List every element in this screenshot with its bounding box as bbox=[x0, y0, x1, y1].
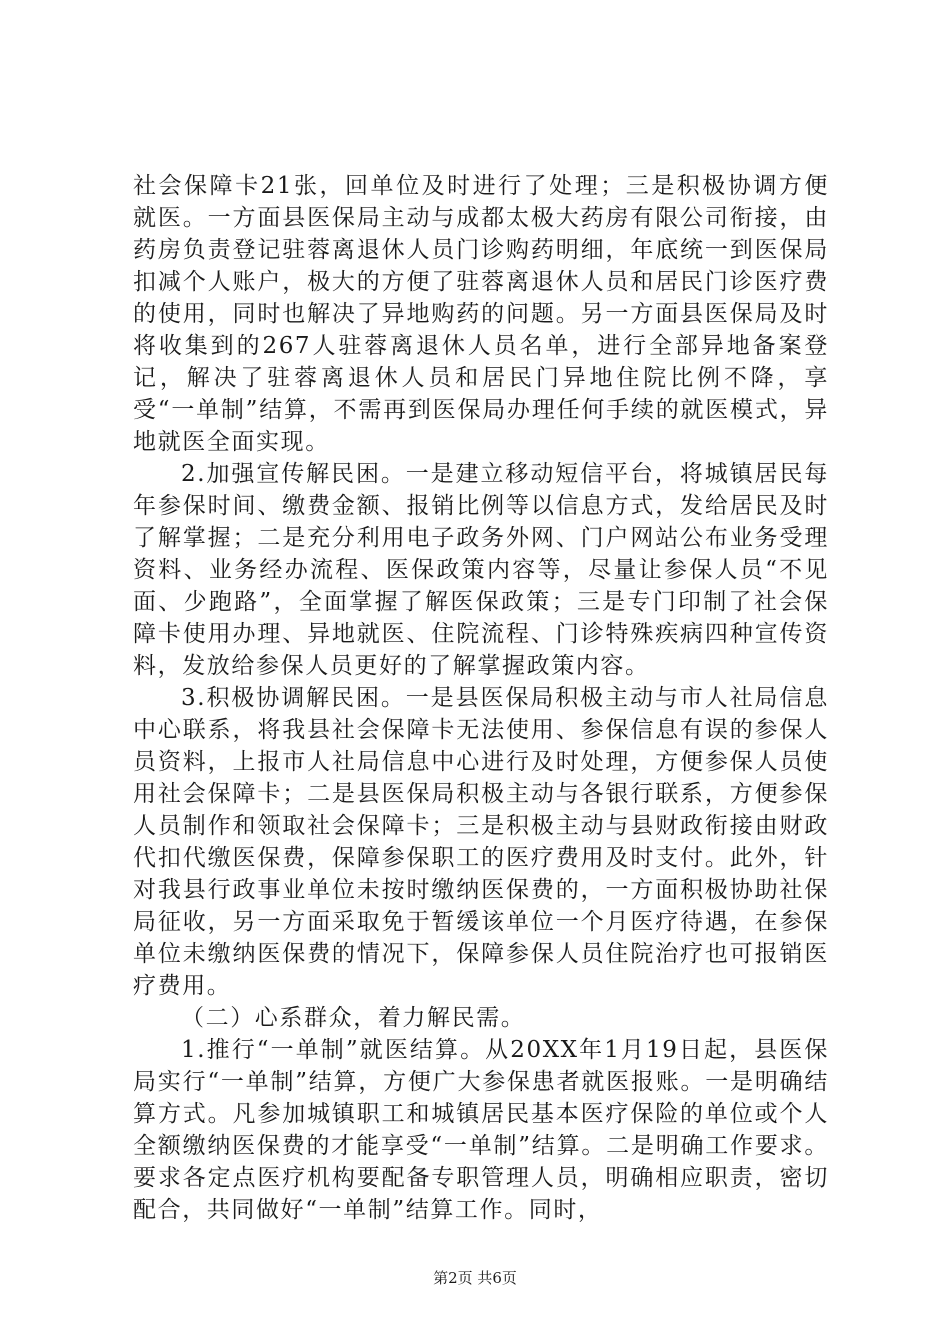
paragraph-3: 3.积极协调解民困。一是县医保局积极主动与市人社局信息中心联系，将我县社会保障卡无法使用、参保信息有误的参保人员资料，上报市人社局信息中心进行及时处理，方便参保人员使用社会保障卡；二是县医保局积极主动与各银行联系，方便参保人员制作和领取社会保障卡；三是积极主动与县财政衔接由财政代扣代缴医保费，保障参保职工的医疗费用及时支付。此外，针对我县行政事业单位未按时缴纳医保费的，一方面积极协助社保局征收，另一方面采取免于暂缓该单位一个月医疗待遇，在参保单位未缴纳医保费的情况下，保障参保人员住院治疗也可报销医疗费用。 bbox=[133, 685, 829, 999]
paragraph-2: 2.加强宣传解民困。一是建立移动短信平台，将城镇居民每年参保时间、缴费金额、报销比例等以信息方式，发给居民及时了解掌握；二是充分利用电子政务外网、门户网站公布业务受理资料、业务经办流程、医保政策内容等，尽量让参保人员“不见面、少跑路”，全面掌握了解医保政策；三是专门印制了社会保障卡使用办理、异地就医、住院流程、门诊特殊疾病四种宣传资料，发放给参保人员更好的了解掌握政策内容。 bbox=[133, 461, 829, 679]
document-body bbox=[133, 170, 829, 1226]
page-number-footer: 第2页 共6页 bbox=[433, 1269, 517, 1287]
paragraph-1: 社会保障卡21张，回单位及时进行了处理；三是积极协调方便就医。一方面县医保局主动与成都太极大药房有限公司衔接，由药房负责登记驻蓉离退休人员门诊购药明细，年底统一到医保局扣减个人账户，极大的方便了驻蓉离退休人员和居民门诊医疗费的使用，同时也解决了异地购药的问题。另一方面县医保局及时将收集到的267人驻蓉离退休人员名单，进行全部异地备案登记，解决了驻蓉离退休人员和居民门异地住院比例不降，享受“一单制”结算，不需再到医保局办理任何手续的就医模式，异地就医全面实现。 bbox=[133, 173, 829, 455]
paragraph-4: 1.推行“一单制”就医结算。从20XX年1月19日起，县医保局实行“一单制”结算，方便广大参保患者就医报账。一是明确结算方式。凡参加城镇职工和城镇居民基本医疗保险的单位或个人全额缴纳医保费的才能享受“一单制”结算。二是明确工作要求。要求各定点医疗机构要配备专职管理人员，明确相应职责，密切配合，共同做好“一单制”结算工作。同时， bbox=[133, 1037, 829, 1223]
section-heading: （二）心系群众，着力解民需。 bbox=[181, 1005, 526, 1031]
